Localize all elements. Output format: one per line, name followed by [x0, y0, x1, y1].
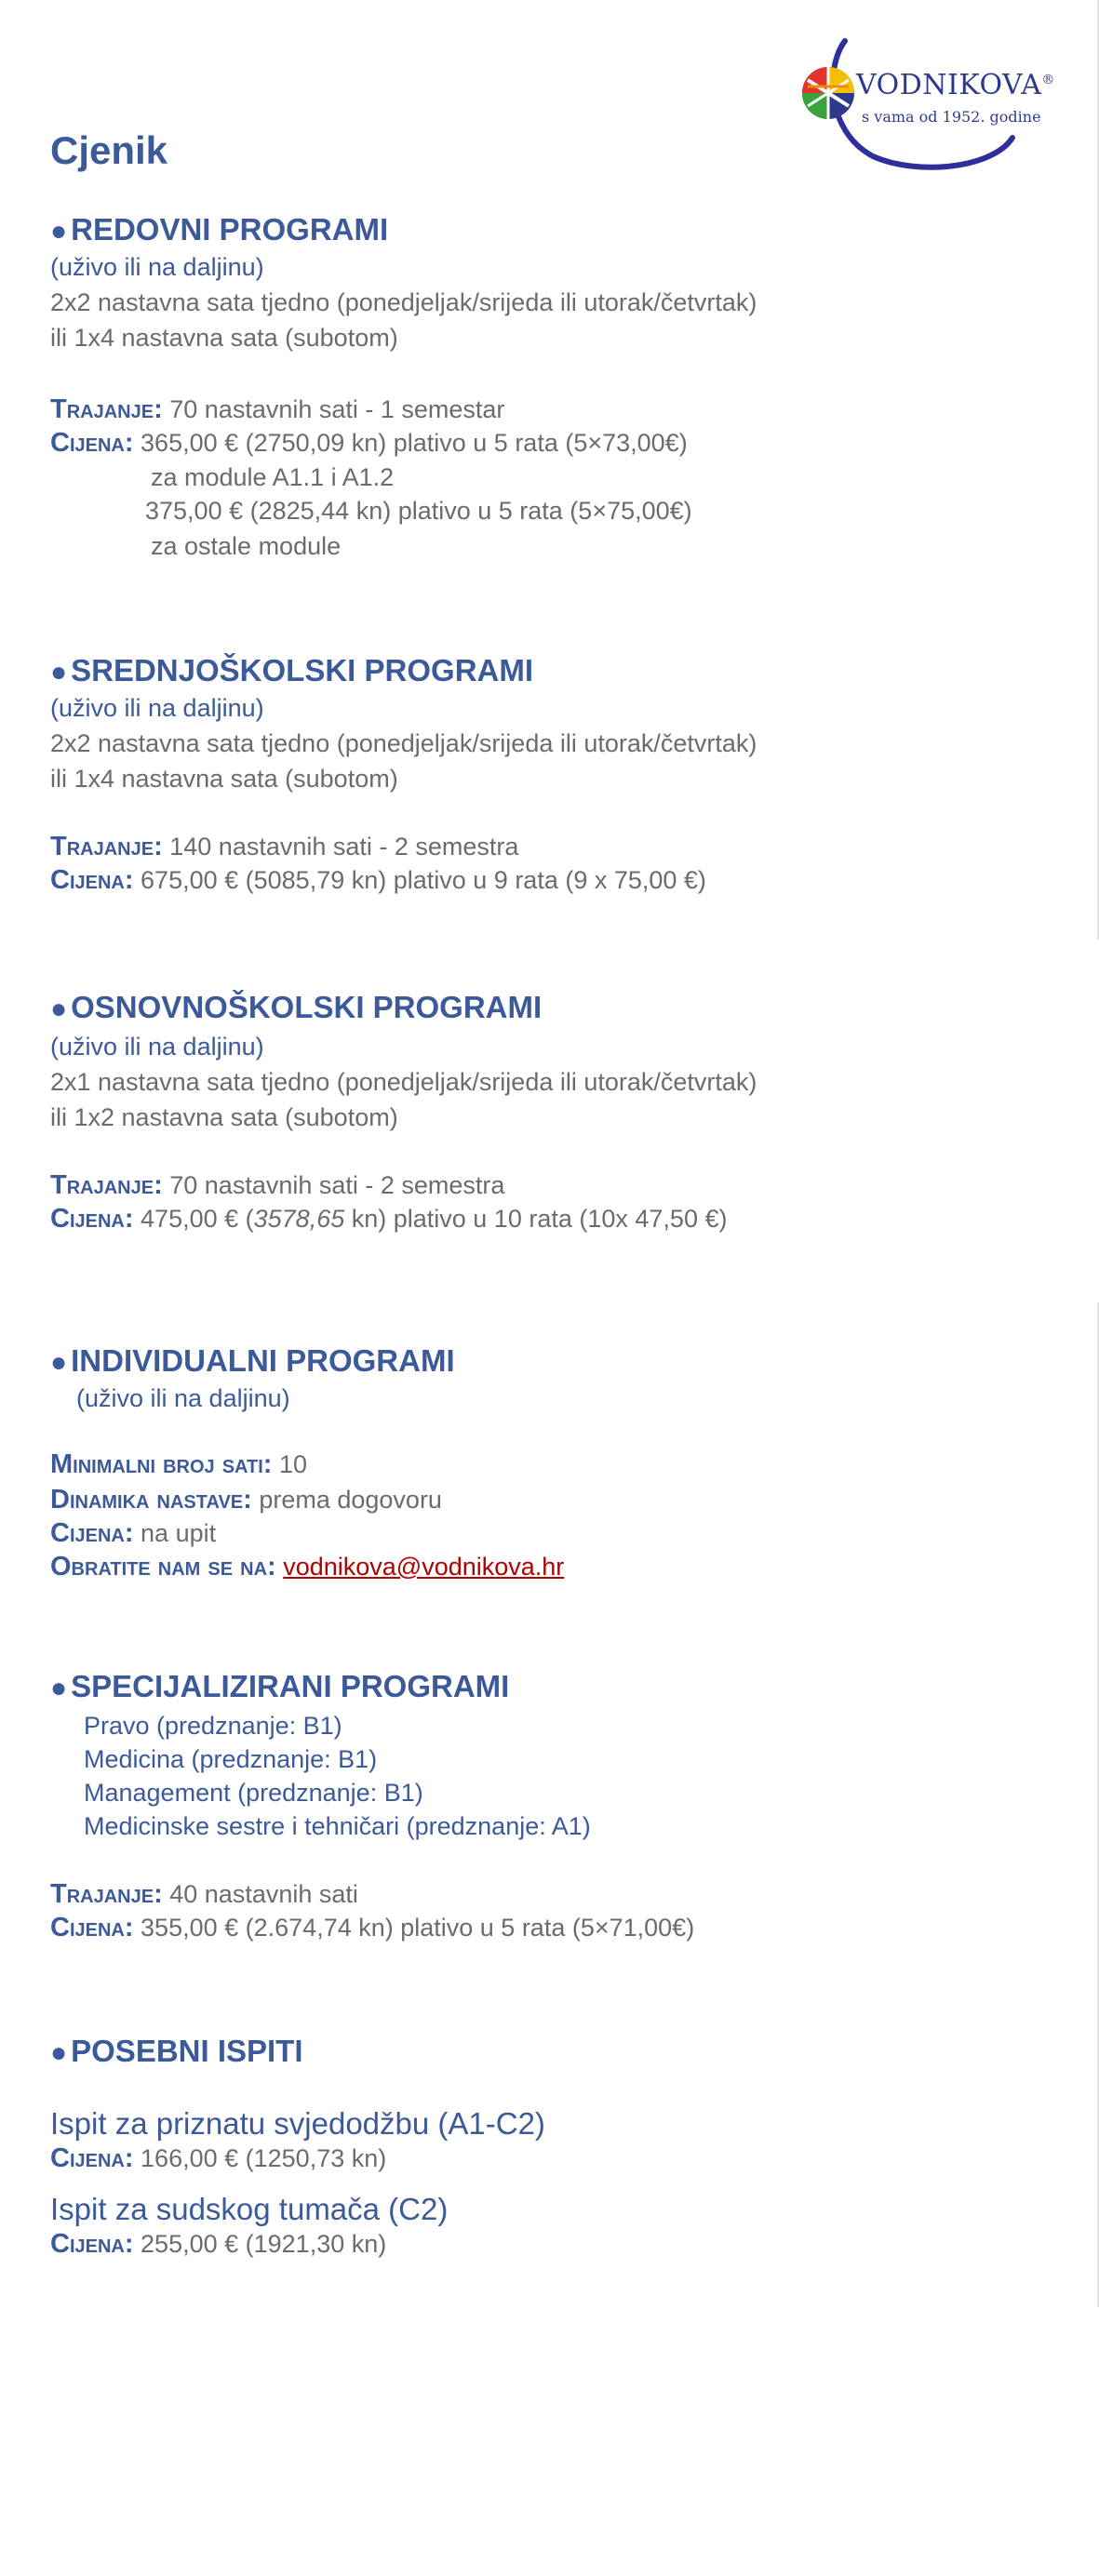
bullet-icon: ●	[50, 1347, 68, 1378]
section-heading-srednjoskolski: ● SREDNJOŠKOLSKI PROGRAMI	[50, 653, 534, 687]
bullet-icon: ●	[50, 657, 68, 687]
price-value: 355,00 € (2.674,74 kn) plativo u 5 rata (5×71,00€)	[141, 1914, 695, 1942]
srednjoskolski-mode: (uživo ili na daljinu)	[50, 694, 264, 722]
price-label: Cijena:	[50, 1518, 134, 1548]
redovni-price-2-note: za ostale module	[151, 532, 342, 560]
dynamics-label: Dinamika nastave:	[50, 1485, 252, 1515]
duration-label: Trajanje:	[50, 394, 163, 424]
srednjoskolski-price	[50, 865, 706, 896]
srednjoskolski-schedule-1: 2x2 nastavna sata tjedno (ponedjeljak/srijeda ili utorak/četvrtak)	[50, 729, 757, 757]
price-value: 675,00 € (5085,79 kn) plativo u 9 rata (9 x 75,00 €)	[141, 866, 706, 894]
duration-value: 70 nastavnih sati - 2 semestra	[169, 1171, 505, 1199]
redovni-price-2: 375,00 € (2825,44 kn) plativo u 5 rata (5×75,00€)	[145, 497, 692, 525]
price-label: Cijena:	[50, 1913, 134, 1942]
price-value-a: 475,00 € (	[141, 1205, 254, 1233]
individualni-contact	[50, 1552, 564, 1582]
exam-2-title: Ispit za sudskog tumača (C2)	[50, 2192, 449, 2226]
osnovnoskolski-schedule-1: 2x1 nastavna sata tjedno (ponedjeljak/srijeda ili utorak/četvrtak)	[50, 1068, 757, 1096]
srednjoskolski-schedule-2: ili 1x4 nastavna sata (subotom)	[50, 765, 398, 793]
redovni-price-1	[50, 428, 688, 459]
bullet-icon: ●	[50, 1673, 68, 1703]
bullet-icon: ●	[50, 2037, 68, 2068]
individualni-min-hours	[50, 1449, 307, 1480]
list-item: Medicina (predznanje: B1)	[84, 1745, 378, 1773]
list-item: Management (predznanje: B1)	[84, 1779, 423, 1807]
section-heading-posebni: ● POSEBNI ISPITI	[50, 2034, 303, 2068]
redovni-mode: (uživo ili na daljinu)	[50, 253, 264, 281]
duration-value: 140 nastavnih sati - 2 semestra	[169, 833, 519, 861]
redovni-schedule-2: ili 1x4 nastavna sata (subotom)	[50, 324, 398, 352]
dynamics-value: prema dogovoru	[259, 1486, 442, 1514]
exam-2-price	[50, 2229, 386, 2260]
price-value: na upit	[141, 1519, 217, 1547]
contact-email-link[interactable]: vodnikova@vodnikova.hr	[283, 1553, 565, 1581]
section-heading-specijalizirani: ● SPECIJALIZIRANI PROGRAMI	[50, 1669, 510, 1703]
duration-value: 70 nastavnih sati - 1 semestar	[169, 395, 505, 423]
list-item: Medicinske sestre i tehničari (predznanje: A1)	[84, 1812, 591, 1840]
exam-1-price	[50, 2143, 386, 2174]
contact-label: Obratite nam se na:	[50, 1552, 276, 1582]
specijalizirani-duration	[50, 1879, 358, 1910]
duration-label: Trajanje:	[50, 1879, 163, 1909]
osnovnoskolski-price	[50, 1204, 727, 1235]
logo-tagline: s vama od 1952. godine	[862, 108, 1041, 126]
logo-wordmark: VODNIKOVA®	[856, 69, 1055, 101]
section-heading-redovni: ● REDOVNI PROGRAMI	[50, 212, 389, 247]
price-value: 166,00 € (1250,73 kn)	[141, 2144, 387, 2172]
min-hours-value: 10	[278, 1450, 308, 1478]
price-value: 365,00 € (2750,09 kn) plativo u 5 rata (5×73,00€)	[141, 429, 688, 457]
duration-label: Trajanje:	[50, 1170, 163, 1200]
price-value-b: kn) plativo u 10 rata (10x 47,50 €)	[344, 1205, 728, 1233]
redovni-schedule-1: 2x2 nastavna sata tjedno (ponedjeljak/srijeda ili utorak/četvrtak)	[50, 288, 757, 316]
section-heading-osnovnoskolski: ● OSNOVNOŠKOLSKI PROGRAMI	[50, 990, 543, 1024]
bullet-icon: ●	[50, 216, 68, 247]
logo-mark-icon	[789, 28, 1068, 177]
price-label: Cijena:	[50, 865, 134, 895]
min-hours-label: Minimalni broj sati:	[50, 1449, 273, 1479]
vodnikova-logo[interactable]	[789, 28, 1068, 177]
price-label: Cijena:	[50, 1204, 134, 1234]
bullet-icon: ●	[50, 994, 68, 1024]
individualni-dynamics	[50, 1485, 442, 1515]
page-title: Cjenik	[50, 128, 168, 172]
osnovnoskolski-duration	[50, 1170, 504, 1201]
redovni-price-1-note: za module A1.1 i A1.2	[151, 463, 395, 491]
osnovnoskolski-mode: (uživo ili na daljinu)	[50, 1033, 264, 1061]
price-value-kn: 3578,65	[253, 1205, 345, 1233]
list-item: Pravo (predznanje: B1)	[84, 1712, 342, 1740]
srednjoskolski-duration	[50, 832, 518, 862]
individualni-price	[50, 1518, 216, 1549]
duration-value: 40 nastavnih sati	[169, 1880, 358, 1908]
individualni-mode: (uživo ili na daljinu)	[76, 1384, 290, 1412]
price-value: 255,00 € (1921,30 kn)	[141, 2230, 387, 2258]
duration-label: Trajanje:	[50, 832, 163, 861]
price-label: Cijena:	[50, 2143, 134, 2173]
redovni-duration	[50, 394, 504, 425]
osnovnoskolski-schedule-2: ili 1x2 nastavna sata (subotom)	[50, 1103, 398, 1131]
exam-1-title: Ispit za priznatu svjedodžbu (A1-C2)	[50, 2106, 545, 2141]
price-label: Cijena:	[50, 428, 134, 458]
specijalizirani-price	[50, 1913, 694, 1943]
section-heading-individualni: ● INDIVIDUALNI PROGRAMI	[50, 1343, 455, 1378]
price-label: Cijena:	[50, 2229, 134, 2259]
